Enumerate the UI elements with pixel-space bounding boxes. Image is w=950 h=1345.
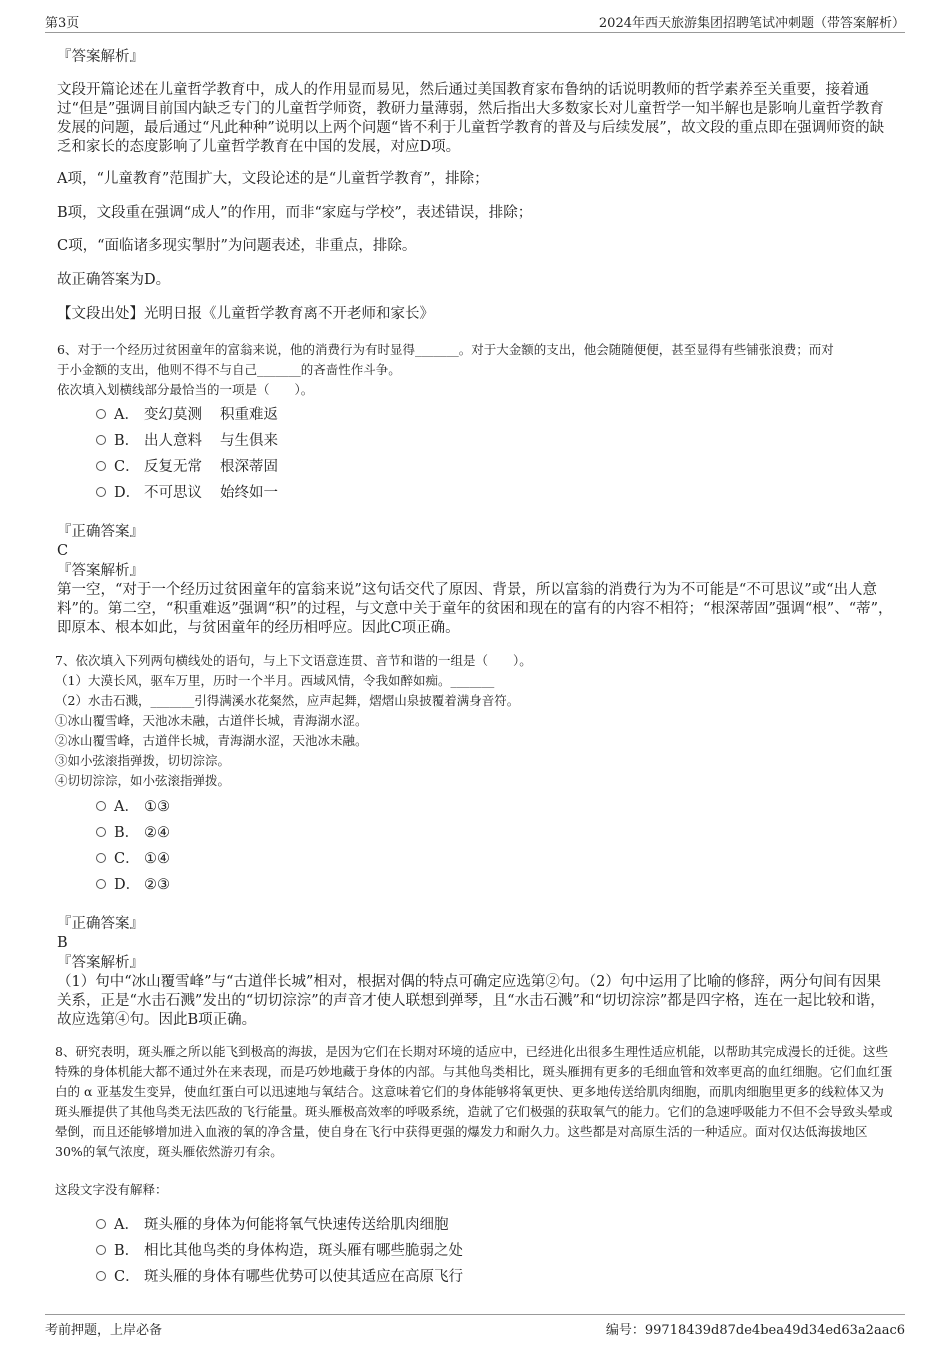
radio-icon[interactable]	[96, 487, 106, 497]
document-title: 2024年西天旅游集团招聘笔试冲刺题（带答案解析）	[598, 16, 905, 31]
q6-answer: C	[57, 543, 69, 559]
q8-option-a[interactable]: A． 斑头雁的身体为何能将氧气快速传送给肌肉细胞	[96, 1213, 449, 1233]
q8-option-b[interactable]: B． 相比其他鸟类的身体构造，斑头雁有哪些脆弱之处	[96, 1239, 463, 1259]
q6-answer-label: 『正确答案』	[57, 524, 144, 540]
radio-icon[interactable]	[96, 409, 106, 419]
q6-option-d[interactable]: D． 不可思议 始终如一	[96, 481, 278, 501]
q7-option-c[interactable]: C． ①④	[96, 847, 170, 867]
radio-icon[interactable]	[96, 1245, 106, 1255]
q7-stem: 7、依次填入下列两句横线处的语句，与上下文语意连贯、音节和谐的一组是（ ）。	[55, 653, 532, 668]
q8-prompt: 这段文字没有解释：	[55, 1182, 168, 1197]
q5-conclusion: 故正确答案为D。	[57, 272, 171, 288]
q6-stem-line2: 于小金额的支出，他则不得不与自己_______的吝啬性作斗争。	[57, 362, 401, 377]
radio-icon[interactable]	[96, 1219, 106, 1229]
q7-option-d[interactable]: D． ②③	[96, 873, 170, 893]
q6-analysis-text: 第一空，“对于一个经历过贫困童年的富翁来说”这句话交代了原因、背景，所以富翁的消费行为为不可能是“不可思议”或“出人意料”的。第二空，“积重难返”强调“积”的过程，与文意中关于童年的贫困和现在的富有的内容不相符；“根深蒂固”强调“根”、“蒂”，即原本、根本如此，与贫困童年的经历相呼应。因此C项正确。	[57, 582, 893, 636]
q7-stem-block	[55, 651, 893, 791]
q6-option-a[interactable]: A． 变幻莫测 积重难返	[96, 403, 278, 423]
q6-option-b[interactable]: B． 出人意料 与生俱来	[96, 429, 278, 449]
q7-choice-4: ④切切淙淙，如小弦滚指弹拨。	[55, 773, 231, 788]
q5-option-c-note: C项，“面临诸多现实掣肘”为问题表述，非重点，排除。	[57, 238, 417, 254]
q7-choice-3: ③如小弦滚指弹拨，切切淙淙。	[55, 753, 231, 768]
q5-source: 【文段出处】光明日报《儿童哲学教育离不开老师和家长》	[57, 306, 434, 322]
page-footer	[45, 1314, 905, 1337]
radio-icon[interactable]	[96, 853, 106, 863]
page-number: 第3页	[45, 16, 80, 31]
q7-analysis-label: 『答案解析』	[57, 955, 144, 971]
radio-icon[interactable]	[96, 435, 106, 445]
q8-stem: 8、研究表明，斑头雁之所以能飞到极高的海拔，是因为它们在长期对环境的适应中，已经进化出很多生理性适应机能，以帮助其完成漫长的迁徙。这些特殊的身体机能大都不通过外在来表现，而是巧妙地藏于身体的内部。与其他鸟类相比，斑头雁拥有更多的毛细血管和效率更高的血红细胞。它们血红蛋白的 α 亚基发生变异，使血红蛋白可以迅速地与氧结合。这意味着它们的身体能够将氧更快、更多地传送给肌肉细胞，而肌肉细胞里更多的线粒体又为斑头雁提供了其他鸟类无法匹敌的飞行能量。斑头雁极高效率的呼吸系统，造就了它们极强的获取氧气的能力。它们的急速呼吸能力不但不会导致头晕或晕倒，而且还能够增加进入血液的氧的净含量，使自身在飞行中获得更强的爆发力和耐久力。这些都是对高原生活的一种适应。面对仅达低海拔地区30%的氧气浓度，斑头雁依然游刃有余。	[55, 1044, 893, 1159]
q5-analysis-text: 文段开篇论述在儿童哲学教育中，成人的作用显而易见，然后通过美国教育家布鲁纳的话说明教师的哲学素养至关重要，接着通过“但是”强调目前国内缺乏专门的儿童哲学师资，教研力量薄弱，然后指出大多数家长对儿童哲学一知半解也是影响儿童哲学教育发展的问题，最后通过“凡此种种”说明以上两个问题“皆不利于儿童哲学教育的普及与后续发展”，故文段的重点即在强调师资的缺乏和家长的态度影响了儿童哲学教育在中国的发展，对应D项。	[57, 82, 885, 155]
radio-icon[interactable]	[96, 879, 106, 889]
page-header	[45, 8, 905, 33]
q8-option-c[interactable]: C． 斑头雁的身体有哪些优势可以使其适应在高原飞行	[96, 1265, 463, 1285]
q7-answer: B	[57, 935, 68, 951]
q7-option-b[interactable]: B． ②④	[96, 821, 170, 841]
q7-sentence-2: （2）水击石溅，_______引得满溪水花粲然，应声起舞，熠熠山泉披覆着满身音符。	[55, 693, 520, 708]
q5-option-b-note: B项，文段重在强调“成人”的作用，而非“家庭与学校”，表述错误，排除；	[57, 205, 533, 221]
q5-analysis-label: 『答案解析』	[57, 49, 144, 65]
q6-stem-line1: 6、对于一个经历过贫困童年的富翁来说，他的消费行为有时显得_______。对于大金额的支出，他会随随便便，甚至显得有些铺张浪费；而对	[57, 342, 834, 357]
q6-option-c[interactable]: C． 反复无常 根深蒂固	[96, 455, 278, 475]
footer-slogan: 考前押题，上岸必备	[45, 1323, 163, 1338]
q6-prompt: 依次填入划横线部分最恰当的一项是（ ）。	[57, 382, 314, 397]
radio-icon[interactable]	[96, 1271, 106, 1281]
q7-option-a[interactable]: A． ①③	[96, 795, 170, 815]
q7-analysis-text: （1）句中“冰山覆雪峰”与“古道伴长城”相对，根据对偶的特点可确定应选第②句。（2）句中运用了比喻的修辞，两分句间有因果关系，正是“水击石溅”发出的“切切淙淙”的声音才使人联想到弹琴，且“水击石溅”和“切切淙淙”都是四字格，连在一起比较和谐，故应选第④句。因此B项正确。	[57, 974, 885, 1028]
q6-analysis-label: 『答案解析』	[57, 563, 144, 579]
q7-answer-label: 『正确答案』	[57, 916, 144, 932]
q5-option-a-note: A项，“儿童教育”范围扩大，文段论述的是“儿童哲学教育”，排除；	[57, 171, 489, 187]
radio-icon[interactable]	[96, 827, 106, 837]
radio-icon[interactable]	[96, 801, 106, 811]
q7-sentence-1: （1）大漠长风，驱车万里，历时一个半月。西域风情，令我如醉如痴。_______	[55, 673, 495, 688]
q7-choice-2: ②冰山覆雪峰，古道伴长城，青海湖水涩，天池冰未融。	[55, 733, 368, 748]
document-id: 编号：99718439d87de4bea49d34ed63a2aac6	[605, 1323, 905, 1338]
radio-icon[interactable]	[96, 461, 106, 471]
q7-choice-1: ①冰山覆雪峰，天池冰未融，古道伴长城，青海湖水涩。	[55, 713, 368, 728]
q6-stem	[57, 340, 895, 400]
